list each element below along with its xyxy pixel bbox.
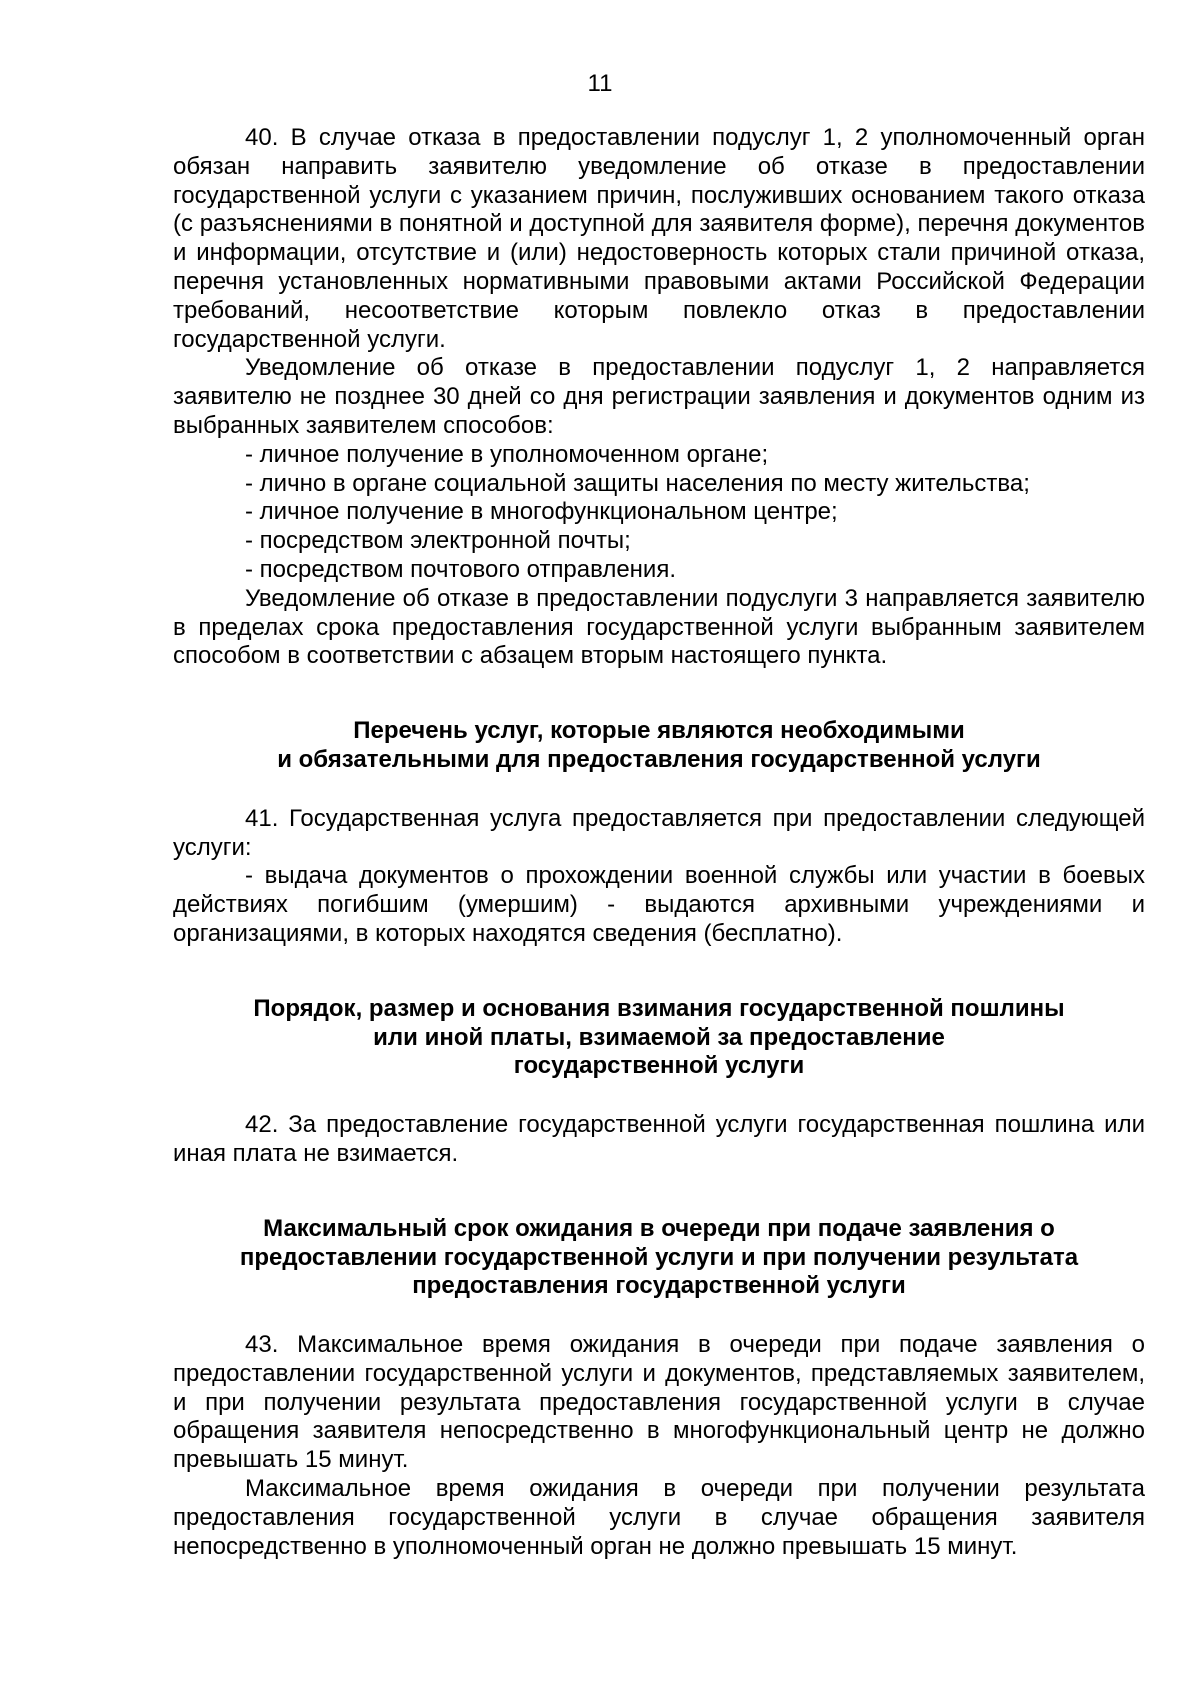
heading-line: или иной платы, взимаемой за предоставление [373,1023,945,1051]
heading-line: предоставления государственной услуги [412,1272,906,1300]
paragraph-43: 43. Максимальное время ожидания в очереди при подаче заявления о предоставлении государственной услуги и документов, представляемых заявителем, и при получении результата предоставления государственной услуги в случае обращения заявителя непосредственно в многофункциональный центр не должно превышать 15 минут. [173,1331,1145,1474]
heading-line: Перечень услуг, которые являются необходимыми [353,717,965,745]
heading-line: и обязательными для предоставления государственной услуги [277,745,1041,773]
paragraph-40-subservice-3: Уведомление об отказе в предоставлении подуслуги 3 направляется заявителю в пределах срока предоставления государственной услуги выбранным заявителем способом в соответствии с абзацем вторым настоящего пункта. [173,584,1145,670]
paragraph-41: 41. Государственная услуга предоставляется при предоставлении следующей услуги: [173,804,1145,861]
list-item: - посредством электронной почты; [245,527,631,555]
section-heading-queue-time [173,1215,1145,1301]
list-item: - посредством почтового отправления. [245,555,677,583]
document-body [173,124,1145,1561]
page-number: 11 [587,70,613,97]
section-heading-fee [173,995,1145,1081]
list-item: - лично в органе социальной защиты населения по месту жительства; [245,469,1030,497]
heading-line: предоставлении государственной услуги и при получении результата [239,1243,1079,1271]
paragraph-40: 40. В случае отказа в предоставлении подуслуг 1, 2 уполномоченный орган обязан направить заявителю уведомление об отказе в предоставлении государственной услуги с указанием причин, послуживших основанием такого отказа (с разъяснениями в понятной и доступной для заявителя форме), перечня документов и информации, отсутствие и (или) недостоверность которых стали причиной отказа, перечня установленных нормативными правовыми актами Российской Федерации требований, несоответствие которым повлекло отказ в предоставлении государственной услуги. [173,124,1145,353]
paragraph-43-result: Максимальное время ожидания в очереди при получении результата предоставления государственной услуги в случае обращения заявителя непосредственно в уполномоченный орган не должно превышать 15 минут. [173,1475,1145,1560]
list-item: - личное получение в уполномоченном органе; [245,440,769,468]
list-item: - личное получение в многофункциональном центре; [245,498,838,526]
heading-line: Порядок, размер и основания взимания государственной пошлины [253,994,1065,1022]
paragraph-40-notice: Уведомление об отказе в предоставлении подуслуг 1, 2 направляется заявителю не позднее 30 дней со дня регистрации заявления и документов одним из выбранных заявителем способов: [173,354,1145,439]
paragraph-42: 42. За предоставление государственной услуги государственная пошлина или иная плата не взимается. [173,1111,1145,1167]
section-heading-required-services [173,717,1145,775]
paragraph-41-item: - выдача документов о прохождении военной службы или участии в боевых действиях погибшим (умершим) - выдаются архивными учреждениями и организациями, в которых находятся сведения (бесплатно). [173,862,1145,947]
heading-line: Максимальный срок ожидания в очереди при подаче заявления о [263,1214,1055,1242]
heading-line: государственной услуги [513,1052,805,1080]
